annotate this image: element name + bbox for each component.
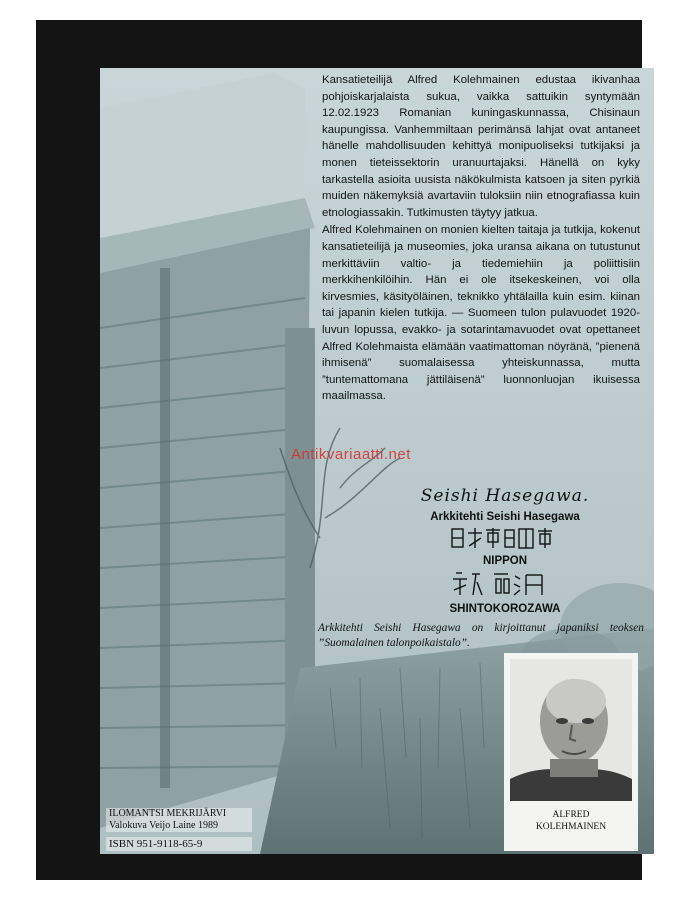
japanese-handwriting-line-2: [400, 570, 610, 600]
place-nippon: NIPPON: [482, 555, 528, 567]
handwritten-signature: Seishi Hasegawa.: [420, 486, 590, 506]
place-shintokorozawa: SHINTOKOROZAWA: [449, 603, 561, 615]
caption-last-name: KOLEHMAINEN: [535, 822, 607, 832]
book-back-cover: [36, 20, 642, 880]
photographer: Valokuva Veijo Laine 1989: [106, 820, 252, 832]
signature-block: [400, 486, 610, 618]
watermark: Antikvariaatti.net: [291, 446, 411, 463]
cover-panel: [100, 68, 654, 854]
isbn-label: ISBN 951-9118-65-9: [106, 837, 252, 851]
caption-first-name: ALFRED: [552, 810, 590, 820]
photo-location: ILOMANTSI MEKRIJÄRVI: [106, 808, 252, 820]
photo-credit: [106, 808, 252, 851]
biography-paragraph-2: Alfred Kolehmainen on monien kielten taitaja ja tutkija, kokenut kansatieteilijä ja museomies, joka uransa aikana on tutustunut merkittäviin valtio- ja tiedemiehiin ja poliittisiin merkkihenkilöihin. Hän ei ole itsekeskeinen, voi olla kirvesmies, käsityöläinen, teknikko yhtälailla kuin esim. kiinan tai japanin kielen tutkija. — Suomeen tulon pulavuodet 1920-luvun lopussa, evakko- ja sotarintamavuodet ovat opettaneet Alfred Kolehmaista elämään vaatimattoman nöyränä, ”pienenä ihmisenä” suomalaisessa yhteiskunnassa, mutta ”tuntemattomana jättiläisenä” luonnonluojan ikuisessa maailmassa.: [322, 224, 640, 403]
japanese-handwriting-line-1: [400, 526, 610, 552]
biography-text: [322, 72, 640, 406]
portrait-caption: [504, 809, 638, 833]
author-photo: [510, 659, 632, 801]
signatory-name: Arkkitehti Seishi Hasegawa: [430, 511, 580, 523]
translation-note: Arkkitehti Seishi Hasegawa on kirjoittanut japaniksi teoksen ”Suomalainen talonpoikaistalo”.: [318, 622, 644, 649]
author-portrait: [504, 653, 638, 851]
biography-paragraph-1: Kansatieteilijä Alfred Kolehmainen edustaa ikivanhaa pohjoiskarjalaista sukua, vaikka sattuikin syntymään 12.02.1923 Romanian kuningaskunnassa, Chisinaun kaupungissa. Vanhemmiltaan perimänsä lahjat ovat antaneet hänelle mahdollisuuden kehittyä monipuoliseksi tutkijaksi ja monen tieteissektorin uranuurtajaksi. Hänellä on kyky tarkastella asioita uusista näkökulmista katsoen ja siten pyrkiä muiden näkemyksiä avartaviin tuloksiin niin etnografiassa kuin etnologiassakin. Tutkimusten täytyy jatkua.: [322, 74, 640, 219]
